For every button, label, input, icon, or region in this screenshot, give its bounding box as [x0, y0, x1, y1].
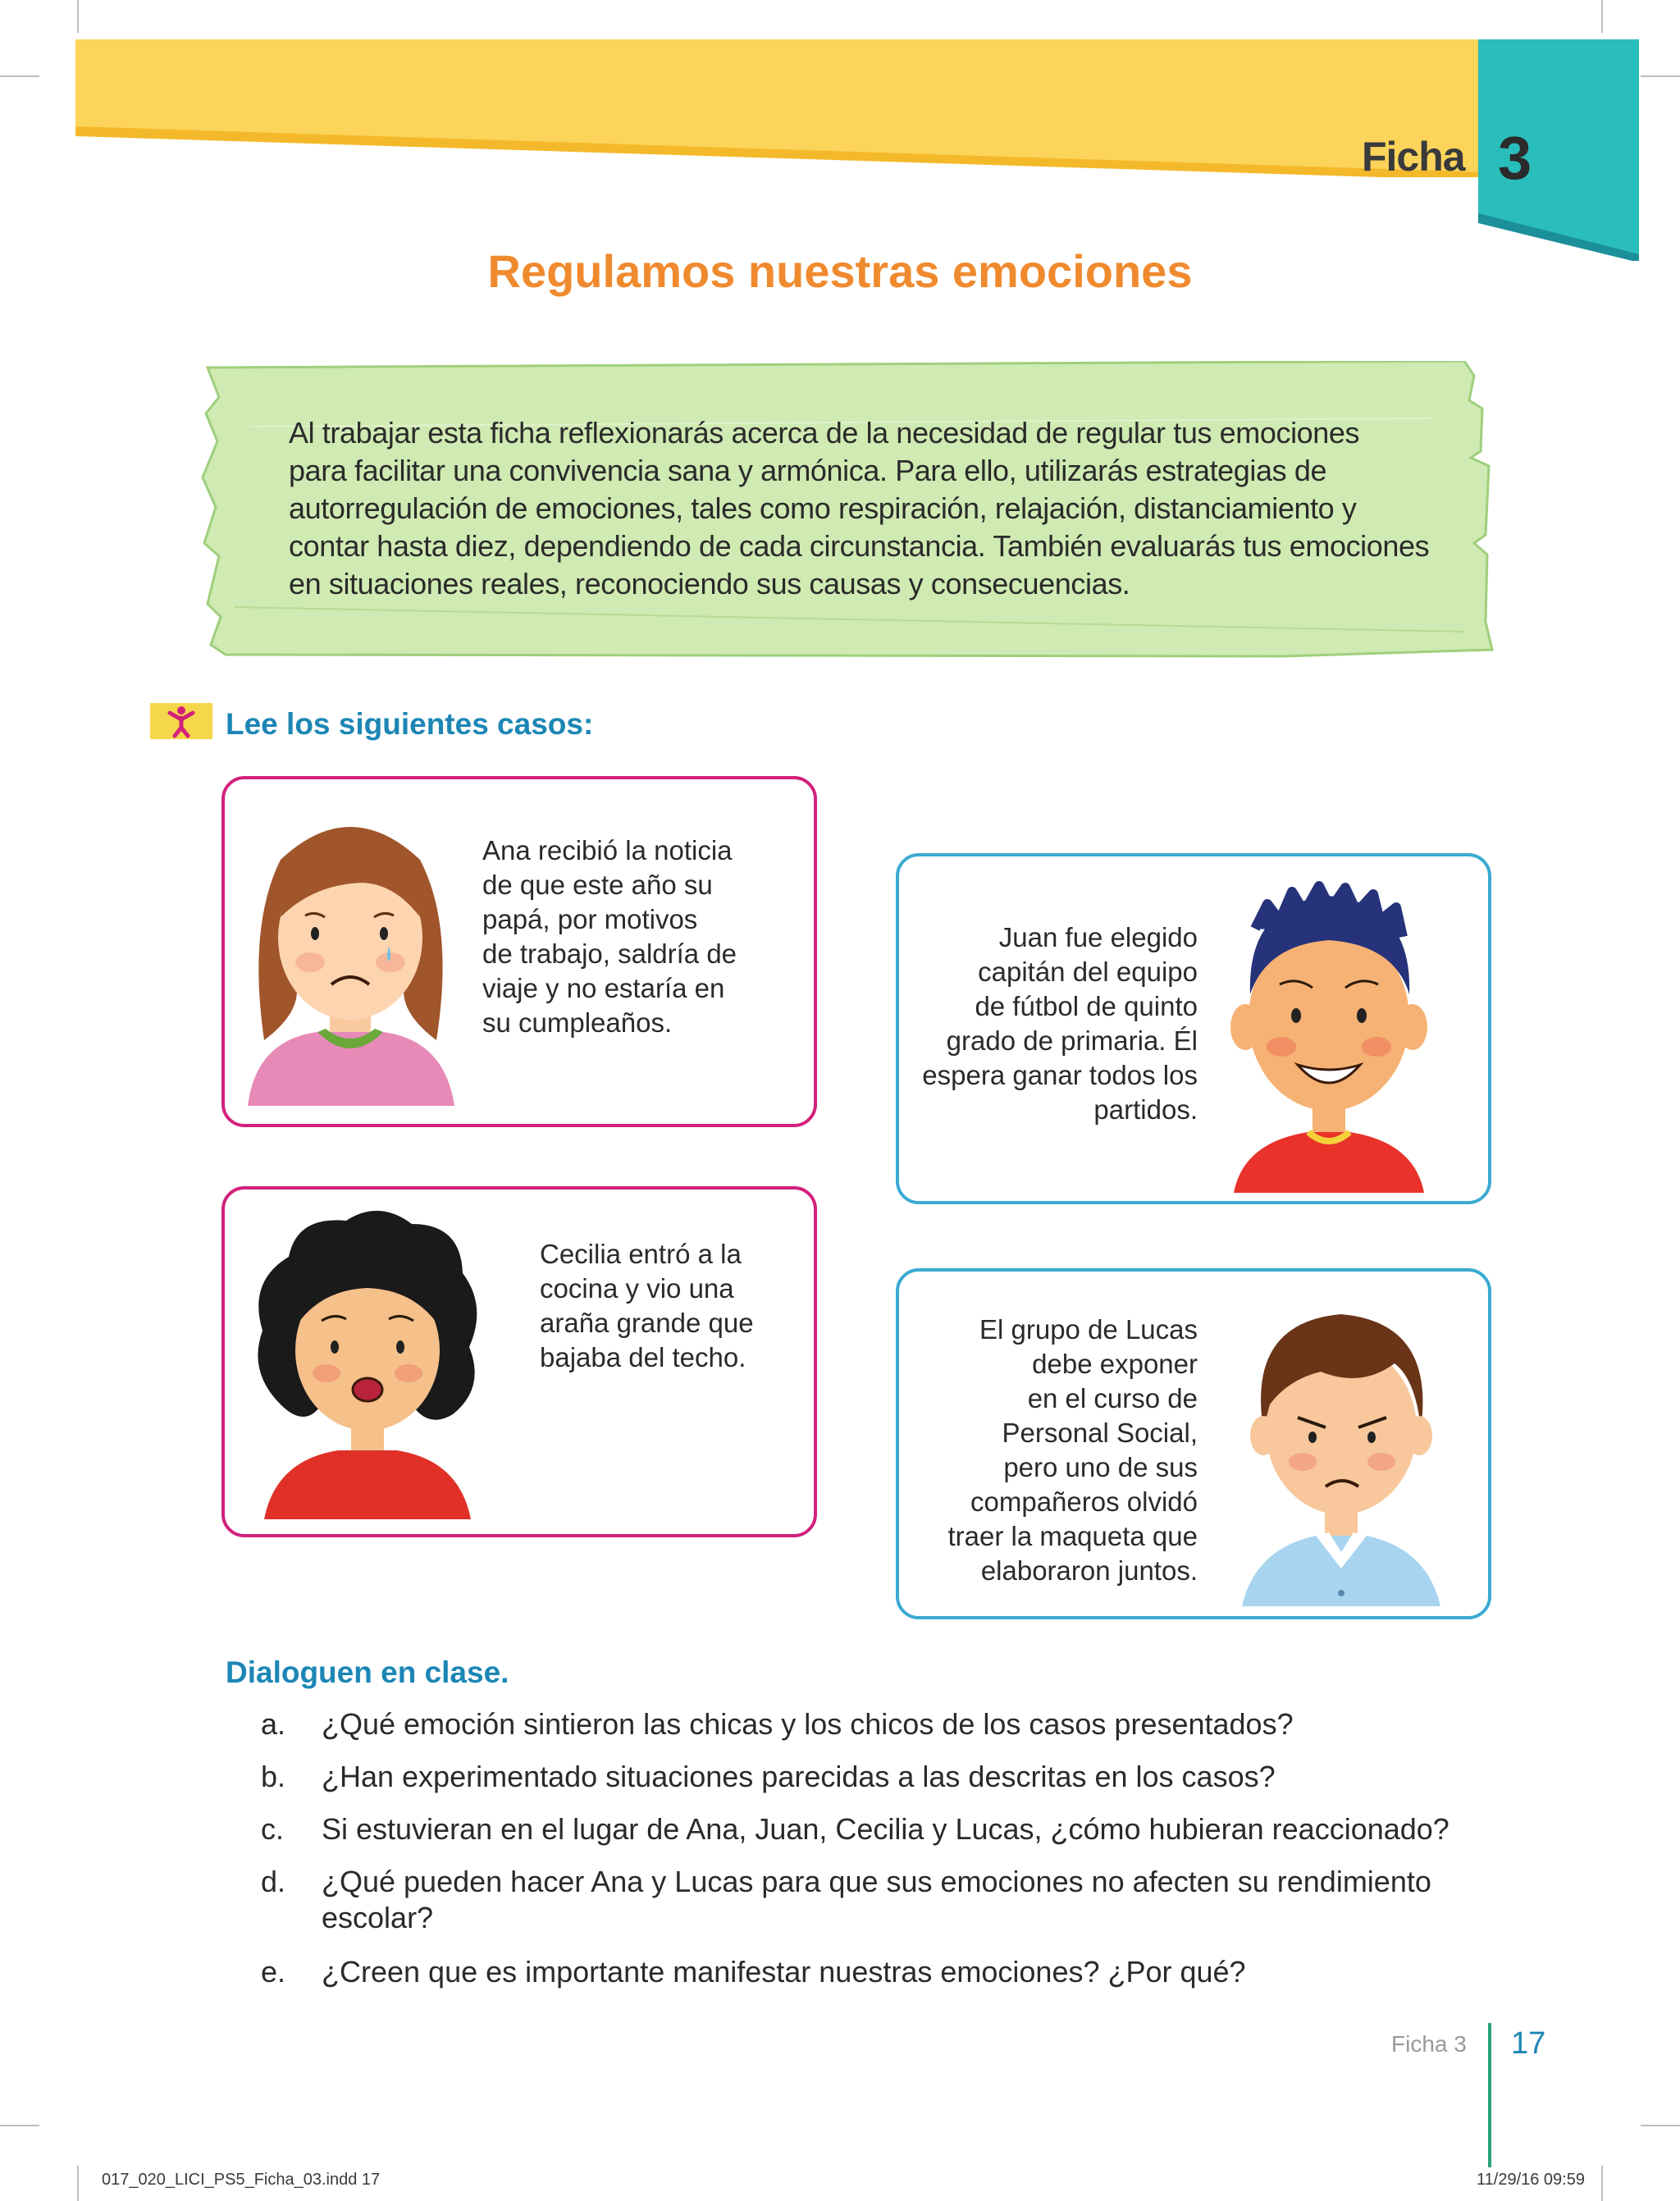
case-line: Personal Social,	[1002, 1418, 1198, 1448]
crop-mark	[77, 2166, 79, 2201]
question-letter: e.	[261, 1955, 286, 1989]
ficha-number: 3	[1498, 124, 1532, 192]
question-text	[322, 1759, 1680, 1795]
question-line: ¿Creen que es importante manifestar nuestras emociones? ¿Por qué?	[322, 1955, 1246, 1989]
case-text-ana	[482, 833, 794, 1040]
case-text-juan	[902, 920, 1198, 1127]
case-line: araña grande que	[540, 1308, 754, 1338]
case-line: bajaba del techo.	[540, 1342, 746, 1372]
question-text	[322, 1954, 1680, 1990]
question-text	[322, 1706, 1680, 1742]
case-text-cecilia	[540, 1237, 802, 1375]
question-line: Si estuvieran en el lugar de Ana, Juan, Cecilia y Lucas, ¿cómo hubieran reaccionado?	[322, 1812, 1449, 1846]
page-number: 17	[1511, 2026, 1546, 2061]
case-text-lucas	[902, 1313, 1198, 1588]
print-slug-right: 11/29/16 09:59	[1477, 2171, 1585, 2189]
case-line: espera ganar todos los	[922, 1060, 1198, 1090]
crop-mark	[1641, 75, 1680, 77]
case-line: Cecilia entró a la	[540, 1239, 742, 1269]
header-band	[75, 39, 1486, 177]
footer-label: Ficha 3	[1391, 2031, 1467, 2057]
intro-line: en situaciones reales, reconociendo sus causas y consecuencias.	[289, 567, 1130, 600]
page-title: Regulamos nuestras emociones	[487, 245, 1193, 297]
question-line: ¿Han experimentado situaciones parecidas a las descritas en los casos?	[322, 1760, 1276, 1793]
crop-mark	[0, 75, 39, 77]
section-heading-dialogue: Dialoguen en clase.	[226, 1655, 509, 1689]
case-line: en el curso de	[1027, 1383, 1198, 1413]
case-line: capitán del equipo	[978, 957, 1198, 987]
question-line: escolar?	[322, 1901, 434, 1934]
case-line: de fútbol de quinto	[975, 991, 1198, 1021]
scared-girl-illustration	[248, 1199, 487, 1519]
case-line: debe exponer	[1032, 1349, 1198, 1379]
case-line: El grupo de Lucas	[979, 1314, 1198, 1345]
section-heading-read: Lee los siguientes casos:	[226, 707, 594, 741]
ficha-label: Ficha	[1362, 134, 1465, 180]
question-letter: a.	[261, 1707, 286, 1741]
question-line: ¿Qué pueden hacer Ana y Lucas para que sus emociones no afecten su rendimiento	[322, 1865, 1431, 1898]
case-line: partidos.	[1093, 1094, 1198, 1125]
question-letter: c.	[261, 1812, 285, 1846]
case-line: papá, por motivos	[482, 904, 698, 934]
person-reading-icon	[150, 703, 212, 739]
crop-mark	[1601, 0, 1603, 33]
question-line: ¿Qué emoción sintieron las chicas y los chicos de los casos presentados?	[322, 1707, 1294, 1741]
angry-boy-illustration	[1230, 1290, 1452, 1606]
question-letter: d.	[261, 1865, 286, 1898]
question-text	[322, 1811, 1680, 1847]
print-slug-left: 017_020_LICI_PS5_Ficha_03.indd 17	[102, 2171, 381, 2189]
sad-girl-illustration	[240, 794, 461, 1106]
case-line: viaje y no estaría en	[482, 973, 725, 1003]
case-line: compañeros olvidó	[970, 1486, 1198, 1517]
intro-text	[289, 414, 1462, 603]
case-line: su cumpleaños.	[482, 1007, 673, 1038]
question-text	[322, 1864, 1680, 1936]
case-line: de trabajo, saldría de	[482, 938, 737, 969]
happy-boy-illustration	[1222, 871, 1436, 1193]
intro-line: para facilitar una convivencia sana y armónica. Para ello, utilizarás estrategias de	[289, 454, 1327, 487]
case-line: cocina y vio una	[540, 1273, 734, 1304]
case-line: pero uno de sus	[1003, 1452, 1198, 1482]
case-line: Ana recibió la noticia	[482, 835, 733, 865]
case-line: traer la maqueta que	[947, 1521, 1198, 1551]
case-line: Juan fue elegido	[998, 922, 1198, 952]
case-line: grado de primaria. Él	[946, 1025, 1198, 1056]
footer-rule	[1488, 2023, 1491, 2167]
crop-mark	[1641, 2125, 1680, 2126]
question-letter: b.	[261, 1760, 286, 1793]
intro-line: contar hasta diez, dependiendo de cada circunstancia. También evaluarás tus emociones	[289, 529, 1430, 563]
intro-line: autorregulación de emociones, tales como respiración, relajación, distanciamiento y	[289, 491, 1357, 525]
case-line: elaboraron juntos.	[980, 1555, 1198, 1586]
case-line: de que este año su	[482, 870, 713, 900]
intro-line: Al trabajar esta ficha reflexionarás acerca de la necesidad de regular tus emociones	[289, 416, 1360, 450]
crop-mark	[0, 2125, 39, 2126]
crop-mark	[1601, 2166, 1603, 2201]
crop-mark	[77, 0, 79, 33]
